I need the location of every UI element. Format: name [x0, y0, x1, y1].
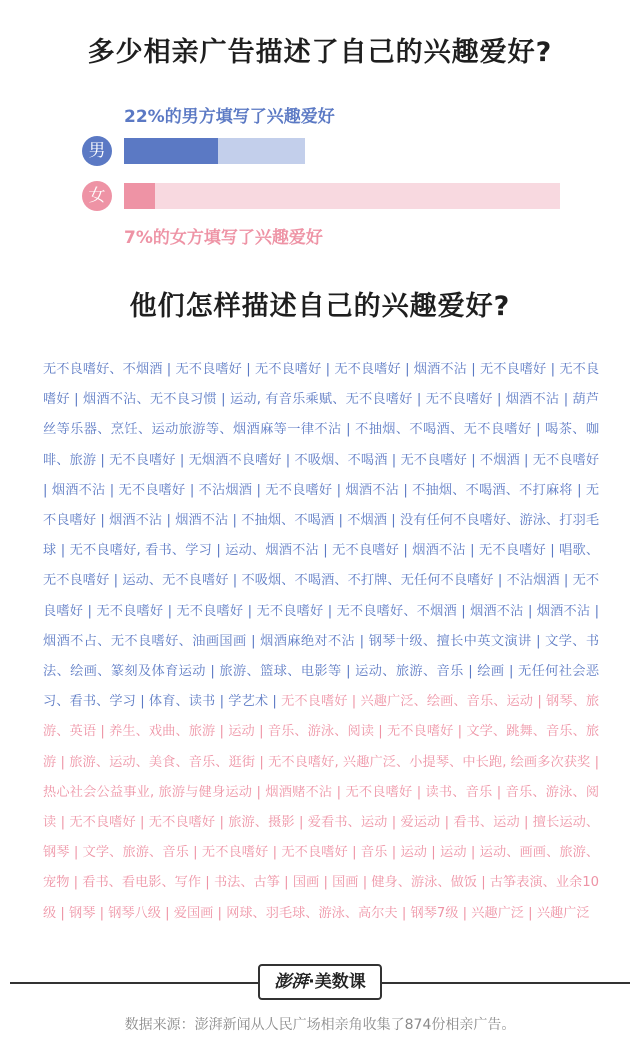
quote-separator: |	[412, 784, 426, 800]
quote-separator: |	[185, 482, 199, 498]
quote-separator: |	[105, 482, 119, 498]
female-hobby-quote: 热心社会公益事业, 旅游与健身运动	[43, 784, 253, 800]
male-hobby-quote: 无不良嗜好、不烟酒	[43, 362, 163, 377]
male-badge: 男	[82, 136, 112, 166]
quote-separator: |	[215, 694, 229, 710]
quote-separator: |	[175, 452, 189, 468]
quote-separator: |	[318, 543, 333, 559]
male-hobby-quote: 无不良嗜好	[332, 543, 400, 559]
quote-separator: |	[228, 513, 242, 529]
quote-separator: |	[412, 392, 426, 408]
female-hobby-quote: 音乐、游泳、阅读	[43, 784, 600, 831]
male-hobby-quote: 烟酒不沾	[505, 392, 560, 408]
male-hobby-quote: 无不良嗜好	[43, 482, 600, 529]
quote-separator: |	[493, 573, 507, 589]
female-hobby-quote: 无不良嗜好	[148, 815, 216, 831]
female-hobby-quote: 无不良嗜好	[201, 845, 269, 861]
male-hobby-quote: 烟酒不沾	[470, 603, 524, 619]
quote-separator: |	[427, 845, 441, 861]
male-hobby-quote: 烟酒麻绝对不沾	[260, 633, 356, 649]
male-hobby-quote: 烟酒不沾	[345, 482, 399, 498]
male-bar-fill	[124, 138, 218, 164]
quote-separator: |	[323, 603, 337, 619]
female-hobby-quote: 旅游、摄影	[228, 815, 295, 831]
brand-logo	[258, 964, 382, 1000]
male-hobby-quote: 不烟酒	[479, 452, 520, 468]
quote-separator: |	[213, 905, 227, 921]
quote-separator: |	[69, 875, 83, 891]
male-hobby-quote: 体育、读书	[148, 694, 216, 710]
footer-divider-left	[10, 982, 258, 984]
female-hobby-quote: 读书、音乐	[425, 784, 493, 800]
footer-divider-right	[382, 982, 630, 984]
quote-separator: |	[216, 392, 230, 408]
quote-separator: |	[162, 513, 176, 529]
male-hobby-quote: 不抽烟、不喝酒、无不良嗜好	[355, 422, 532, 438]
male-bar-track	[124, 138, 305, 164]
quote-separator: |	[466, 845, 480, 861]
quote-separator: |	[358, 875, 372, 891]
female-hobby-quote: 国画	[332, 875, 359, 891]
quote-separator: |	[268, 845, 282, 861]
male-hobby-quote: 绘画	[477, 664, 505, 680]
female-hobby-quote: 无不良嗜好	[281, 845, 348, 861]
male-hobby-quote: 无不良嗜好	[176, 603, 244, 619]
male-hobby-quote: 运动、旅游、音乐	[355, 664, 464, 680]
quote-separator: |	[215, 724, 229, 740]
male-hobby-quote: 无任何社会恶习、看书、学习	[43, 664, 600, 710]
quote-separator: |	[281, 452, 295, 468]
female-stat-label: 7%的女方填写了兴趣爱好	[124, 228, 323, 248]
female-hobby-quote: 钢琴、旅游、英语	[43, 694, 600, 740]
quote-separator: |	[56, 815, 70, 831]
male-hobby-quote: 不抽烟、不喝酒	[241, 513, 335, 529]
male-hobby-quote: 文学、书法、绘画、篆刻及体育运动	[43, 633, 600, 680]
quote-separator: |	[135, 694, 149, 710]
quote-separator: |	[399, 543, 413, 559]
data-source-note: 数据来源：澎湃新闻从人民广场相亲角收集了874份相亲广告。	[124, 1017, 516, 1033]
quote-separator: |	[241, 362, 255, 377]
quote-separator: |	[458, 905, 472, 921]
male-hobby-quote: 不沾烟酒	[506, 573, 560, 589]
quote-separator: |	[355, 633, 369, 649]
female-bar-track	[124, 183, 560, 209]
quote-separator: |	[440, 815, 454, 831]
female-badge: 女	[82, 181, 112, 211]
male-hobby-quote: 无不良嗜好	[43, 362, 600, 408]
female-hobby-quote: 看书、看电影、写作	[82, 875, 202, 891]
quote-separator: |	[334, 513, 348, 529]
quote-separator: |	[387, 845, 401, 861]
male-hobby-quote: 无不良嗜好	[96, 603, 164, 619]
quote-separator: |	[69, 845, 83, 861]
quote-separator: |	[252, 482, 266, 498]
female-hobby-quote: 无不良嗜好	[387, 724, 454, 740]
quote-separator: |	[453, 724, 467, 740]
quote-separator: |	[279, 875, 293, 891]
quote-separator: |	[212, 543, 226, 559]
female-hobby-quote: 看书、运动	[453, 815, 520, 831]
quote-separator: |	[387, 452, 401, 468]
female-hobby-quote: 国画	[292, 875, 320, 891]
male-hobby-quote: 无不良嗜好	[479, 362, 547, 377]
quote-separator: |	[559, 573, 573, 589]
female-hobby-quote: 钢琴	[69, 905, 96, 921]
female-hobby-quote: 运动	[400, 845, 428, 861]
quote-separator: |	[294, 815, 308, 831]
quote-separator: |	[546, 362, 560, 377]
female-hobby-quote: 钢琴7级	[410, 905, 459, 921]
quote-separator: |	[397, 905, 411, 921]
quote-separator: |	[341, 664, 356, 680]
male-hobby-quote: 旅游、篮球、电影等	[219, 664, 342, 680]
male-hobby-quote: 无不良嗜好	[400, 452, 467, 468]
male-hobby-quote: 烟酒不占、无不良嗜好、油画国画	[43, 633, 247, 649]
quote-separator: |	[398, 482, 413, 498]
quote-separator: |	[466, 362, 480, 377]
male-hobby-quote: 无不良嗜好	[425, 392, 493, 408]
quote-separator: |	[254, 724, 268, 740]
quote-separator: |	[43, 482, 52, 498]
female-hobby-quote: 擅长运动、钢琴	[43, 815, 600, 861]
male-hobby-quote: 无不良嗜好	[254, 362, 322, 377]
female-hobby-quote: 兴趣广泛	[536, 905, 590, 921]
male-hobby-quote: 无不良嗜好	[109, 452, 176, 468]
quote-separator: |	[228, 573, 242, 589]
quote-separator: |	[188, 845, 202, 861]
male-hobby-quote: 运动、无不良嗜好	[122, 573, 229, 589]
male-hobby-quote: 无不良嗜好, 看书、学习	[69, 543, 212, 559]
quote-separator: |	[590, 754, 600, 770]
brand-logo-text: ·美数课	[308, 972, 366, 992]
male-hobby-quote: 葫芦丝等乐器、烹饪、运动旅游等、烟酒麻等一律不沾	[43, 392, 600, 438]
quote-separator: |	[56, 905, 70, 921]
female-hobby-quote: 爱国画	[173, 905, 214, 921]
male-hobby-quote: 没有任何不良嗜好、游泳、打羽毛球	[43, 513, 600, 559]
male-hobby-quote: 无不良嗜好、不烟酒	[336, 603, 457, 619]
quote-separator: |	[252, 784, 266, 800]
female-hobby-quote: 无不良嗜好, 兴趣广泛、小提琴、中长跑, 绘画多次获奖	[268, 754, 591, 770]
quote-separator: |	[572, 482, 586, 498]
male-hobby-quote: 无烟酒不良嗜好	[188, 452, 282, 468]
quote-separator: |	[545, 543, 560, 559]
quote-separator: |	[519, 815, 533, 831]
quote-separator: |	[476, 875, 490, 891]
quote-separator: |	[215, 815, 229, 831]
male-hobby-quote: 烟酒不沾	[412, 543, 466, 559]
male-hobby-quote: 无不良嗜好	[118, 482, 186, 498]
quote-separator: |	[201, 875, 214, 891]
quote-separator: |	[83, 603, 97, 619]
male-hobby-quote: 学艺术	[228, 694, 269, 710]
female-hobby-quote: 养生、戏曲、旅游	[109, 724, 216, 740]
quote-separator: |	[465, 543, 479, 559]
quote-separator: |	[374, 724, 388, 740]
male-hobby-quote: 唱歌、无不良嗜好	[43, 543, 600, 589]
quote-separator: |	[387, 815, 401, 831]
female-hobby-quote: 网球、羽毛球、游泳、高尔夫	[226, 905, 398, 921]
male-hobby-quote: 不抽烟、不喝酒、不打麻将	[412, 482, 573, 498]
quote-separator: |	[347, 694, 361, 710]
male-hobby-quote: 运动、烟酒不沾	[225, 543, 319, 559]
female-hobby-quote: 无不良嗜好	[345, 784, 413, 800]
quote-separator: |	[504, 664, 519, 680]
female-hobby-quote: 古筝表演、业余10级	[43, 875, 600, 921]
main-title: 多少相亲广告描述了自己的兴趣爱好?	[87, 37, 553, 68]
hobby-quotes	[43, 355, 599, 929]
female-hobby-quote: 文学、跳舞、音乐、旅游	[43, 724, 600, 770]
quote-separator: |	[531, 633, 546, 649]
quote-separator: |	[255, 754, 269, 770]
male-hobby-quote: 不吸烟、不喝酒、不打牌、无任何不良嗜好	[241, 573, 494, 589]
male-hobby-quote: 不烟酒	[347, 513, 388, 529]
female-hobby-quote: 运动	[440, 845, 467, 861]
male-hobby-quote: 烟酒不沾	[413, 362, 467, 377]
female-hobby-quote: 无不良嗜好	[69, 815, 136, 831]
quote-separator: |	[492, 392, 506, 408]
female-hobby-quote: 爱运动	[400, 815, 441, 831]
male-hobby-quote: 钢琴十级、擅长中英文演讲	[368, 633, 532, 649]
male-hobby-quote: 喝茶、咖啡、旅游	[43, 422, 600, 468]
female-hobby-quote: 音乐、游泳、阅读	[267, 724, 375, 740]
female-hobby-quote: 书法、古筝	[213, 875, 280, 891]
male-hobby-quote: 运动, 有音乐乘赋、无不良嗜好	[229, 392, 413, 408]
quote-separator: |	[96, 452, 110, 468]
male-hobby-quote: 无不良嗜好	[265, 482, 333, 498]
quote-separator: |	[400, 362, 414, 377]
quote-separator: |	[332, 482, 346, 498]
quote-separator: |	[246, 633, 261, 649]
male-hobby-quote: 不吸烟、不喝酒	[294, 452, 388, 468]
quote-separator: |	[533, 694, 547, 710]
quote-separator: |	[96, 513, 110, 529]
quote-separator: |	[531, 422, 546, 438]
quote-separator: |	[341, 422, 356, 438]
female-hobby-quote: 兴趣广泛	[471, 905, 524, 921]
male-hobby-quote: 无不良嗜好	[175, 362, 242, 377]
female-hobby-quote: 无不良嗜好	[281, 694, 348, 710]
female-hobby-quote: 运动、画画、旅游、宠物	[43, 845, 600, 891]
quote-separator: |	[160, 905, 174, 921]
quote-separator: |	[321, 362, 335, 377]
male-hobby-quote: 烟酒不沾	[175, 513, 229, 529]
female-hobby-quote: 烟酒赌不沾	[265, 784, 333, 800]
quote-separator: |	[590, 603, 600, 619]
quote-separator: |	[163, 603, 177, 619]
quote-separator: |	[135, 815, 149, 831]
male-hobby-quote: 无不良嗜好	[256, 603, 324, 619]
female-hobby-quote: 爱看书、运动	[307, 815, 388, 831]
male-hobby-quote: 不沾烟酒	[198, 482, 253, 498]
section-title: 他们怎样描述自己的兴趣爱好?	[129, 291, 511, 322]
male-hobby-quote: 无不良嗜好	[43, 573, 600, 619]
brand-logo-mark: 澎湃	[274, 972, 309, 992]
female-hobby-quote: 音乐	[360, 845, 388, 861]
quote-separator: |	[56, 754, 70, 770]
male-hobby-quote: 无不良嗜好	[532, 452, 600, 468]
quote-separator: |	[319, 875, 333, 891]
quote-separator: |	[56, 543, 70, 559]
male-hobby-quote: 烟酒不沾、无不良习惯	[82, 392, 217, 408]
quote-separator: |	[463, 664, 478, 680]
quote-separator: |	[466, 452, 480, 468]
quote-separator: |	[96, 724, 110, 740]
quote-separator: |	[109, 573, 123, 589]
female-hobby-quote: 运动	[228, 724, 255, 740]
quote-separator: |	[523, 603, 537, 619]
quote-separator: |	[523, 905, 537, 921]
female-hobby-quote: 钢琴八级	[108, 905, 161, 921]
male-hobby-quote: 无不良嗜好	[334, 362, 401, 377]
male-hobby-quote: 烟酒不沾	[536, 603, 591, 619]
female-hobby-quote: 兴趣广泛、绘画、音乐、运动	[360, 694, 534, 710]
quote-separator: |	[347, 845, 361, 861]
male-hobby-quote: 烟酒不沾	[109, 513, 163, 529]
quote-separator: |	[519, 452, 533, 468]
quote-separator: |	[205, 664, 220, 680]
female-hobby-quote: 旅游、运动、美食、音乐、逛街	[69, 754, 256, 770]
quote-separator: |	[492, 784, 506, 800]
quote-separator: |	[332, 784, 346, 800]
female-bar-fill	[124, 183, 155, 209]
male-hobby-quote: 无不良嗜好	[478, 543, 546, 559]
female-hobby-quote: 文学、旅游、音乐	[82, 845, 189, 861]
quote-separator: |	[69, 392, 83, 408]
quote-separator: |	[559, 392, 573, 408]
male-hobby-quote: 烟酒不沾	[51, 482, 106, 498]
quote-separator: |	[243, 603, 257, 619]
quote-separator: |	[387, 513, 401, 529]
quote-separator: |	[268, 694, 282, 710]
quote-separator: |	[456, 603, 471, 619]
quote-separator: |	[162, 362, 176, 377]
female-hobby-quote: 健身、游泳、做饭	[371, 875, 477, 891]
male-stat-label: 22%的男方填写了兴趣爱好	[124, 107, 335, 127]
quote-separator: |	[95, 905, 109, 921]
